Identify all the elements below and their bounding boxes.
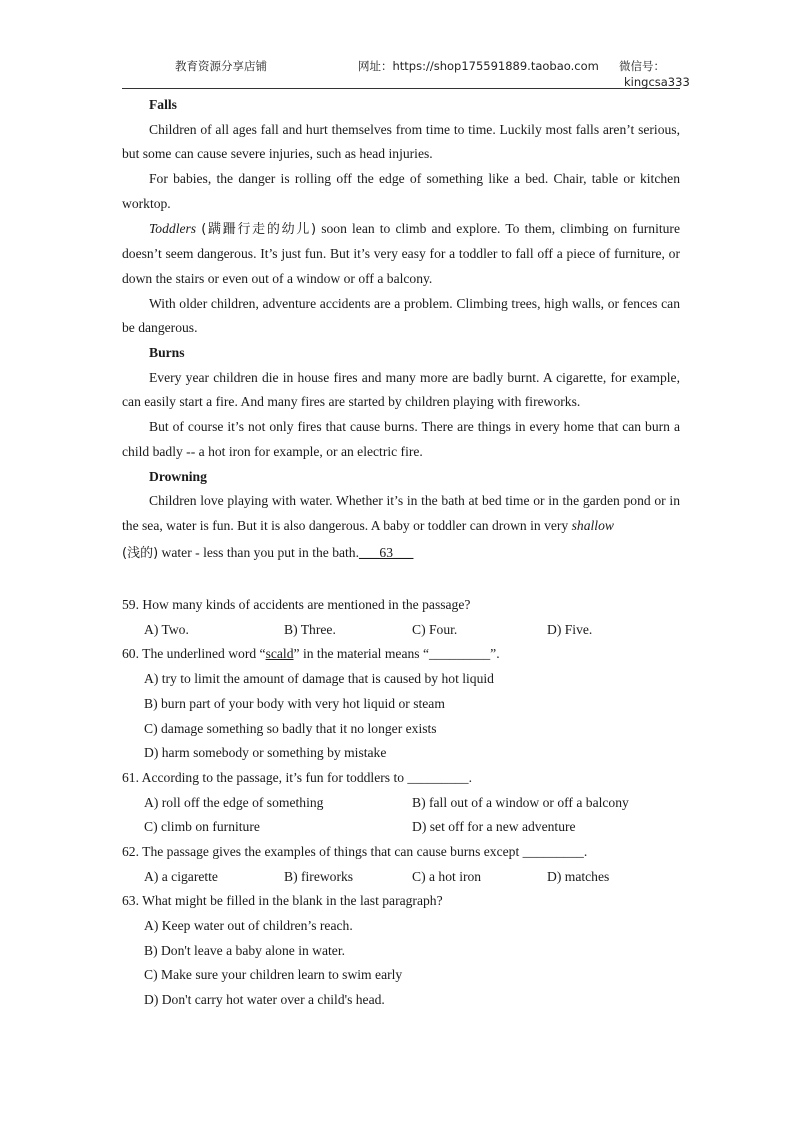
blank-63: ___63___ <box>359 544 414 560</box>
option-59-d: D) Five. <box>547 621 593 637</box>
drowning-text-start: Children love playing with water. Whether it’s in the bath at bed time or in the garden pond or in the sea, water is fun. But it is also dangerous. A baby or toddler can drown in very <box>122 493 680 533</box>
question-59-options <box>122 618 680 643</box>
shallow-gloss: (浅的) <box>122 545 159 561</box>
option-62-a: A) a cigarette <box>144 868 218 884</box>
falls-paragraph-3 <box>122 217 680 292</box>
option-63-b: B) Don't leave a baby alone in water. <box>144 942 345 958</box>
option-63-a: A) Keep water out of children’s reach. <box>144 918 353 934</box>
option-59-c: C) Four. <box>412 621 458 637</box>
option-62-d: D) matches <box>547 868 610 884</box>
toddlers-gloss: (蹒跚行走的幼儿) <box>201 221 317 237</box>
section-heading-burns: Burns <box>149 345 185 361</box>
option-62-b: B) fireworks <box>284 868 354 884</box>
falls-paragraph-2: For babies, the danger is rolling off the edge of something like a bed. Chair, table or kitchen worktop. <box>122 171 680 211</box>
shallow-term: shallow <box>571 517 614 533</box>
question-60-stem-start: 60. The underlined word “ <box>122 646 266 662</box>
section-heading-drowning: Drowning <box>149 468 207 484</box>
question-list <box>122 593 680 1013</box>
option-61-a: A) roll off the edge of something <box>144 794 324 810</box>
question-61-options-ab <box>122 791 680 816</box>
wechat-id: kingcsa333 <box>624 75 690 89</box>
burns-paragraph-1: Every year children die in house fires and many more are badly burnt. A cigarette, for example, can easily start a fire. And many fires are started by children playing with fireworks. <box>122 369 680 410</box>
question-61: 61. According to the passage, it’s fun for toddlers to _________. <box>122 769 472 785</box>
drowning-text-end: water - less than you put in the bath. <box>158 544 359 560</box>
falls-paragraph-4: With older children, adventure accidents are a problem. Climbing trees, high walls, or fences can be dangerous. <box>122 295 680 336</box>
drowning-paragraph <box>122 489 680 567</box>
option-59-b: B) Three. <box>284 621 336 637</box>
question-61-options-cd <box>122 815 680 840</box>
question-60 <box>122 642 680 667</box>
wechat-label: 微信号： <box>619 59 665 73</box>
option-61-c: C) climb on furniture <box>144 819 260 835</box>
scald-word: scald <box>265 646 294 662</box>
shop-name: 教育资源分享店铺 <box>175 59 267 73</box>
option-59-a: A) Two. <box>144 621 189 637</box>
toddlers-term: Toddlers <box>149 220 197 236</box>
option-63-d: D) Don't carry hot water over a child's head. <box>144 992 385 1008</box>
question-62-options <box>122 865 680 890</box>
option-61-d: D) set off for a new adventure <box>412 819 576 835</box>
reading-passage <box>122 93 680 568</box>
header-divider <box>122 88 680 89</box>
option-60-a: A) try to limit the amount of damage that is caused by hot liquid <box>144 671 494 687</box>
option-61-b: B) fall out of a window or off a balcony <box>412 794 629 810</box>
website-url: 网址：https://shop175591889.taobao.com <box>358 59 599 73</box>
falls-paragraph-3-text: soon lean to climb and explore. To them, climbing on furniture doesn’t seem dangerous. It’s just fun. But it’s very easy for a toddler to fall off a piece of furniture, or down the stairs or even out of a window or off a balcony. <box>122 220 680 286</box>
page-header <box>122 55 690 89</box>
option-60-c: C) damage something so badly that it no longer exists <box>144 720 437 736</box>
question-59: 59. How many kinds of accidents are mentioned in the passage? <box>122 597 471 612</box>
question-60-stem-end: ” in the material means “_________”. <box>293 646 500 662</box>
option-62-c: C) a hot iron <box>412 868 482 884</box>
question-62: 62. The passage gives the examples of things that can cause burns except _________. <box>122 843 588 859</box>
option-60-b: B) burn part of your body with very hot liquid or steam <box>144 695 445 711</box>
falls-paragraph-1: Children of all ages fall and hurt themselves from time to time. Luckily most falls aren’t serious, but some can cause severe injuries, such as head injuries. <box>122 121 680 162</box>
option-63-c: C) Make sure your children learn to swim early <box>144 967 403 983</box>
option-60-d: D) harm somebody or something by mistake <box>144 745 387 761</box>
section-heading-falls: Falls <box>149 97 177 112</box>
question-63: 63. What might be filled in the blank in the last paragraph? <box>122 893 443 909</box>
burns-paragraph-2: But of course it’s not only fires that cause burns. There are things in every home that can burn a child badly -- a hot iron for example, or an electric fire. <box>122 419 680 459</box>
